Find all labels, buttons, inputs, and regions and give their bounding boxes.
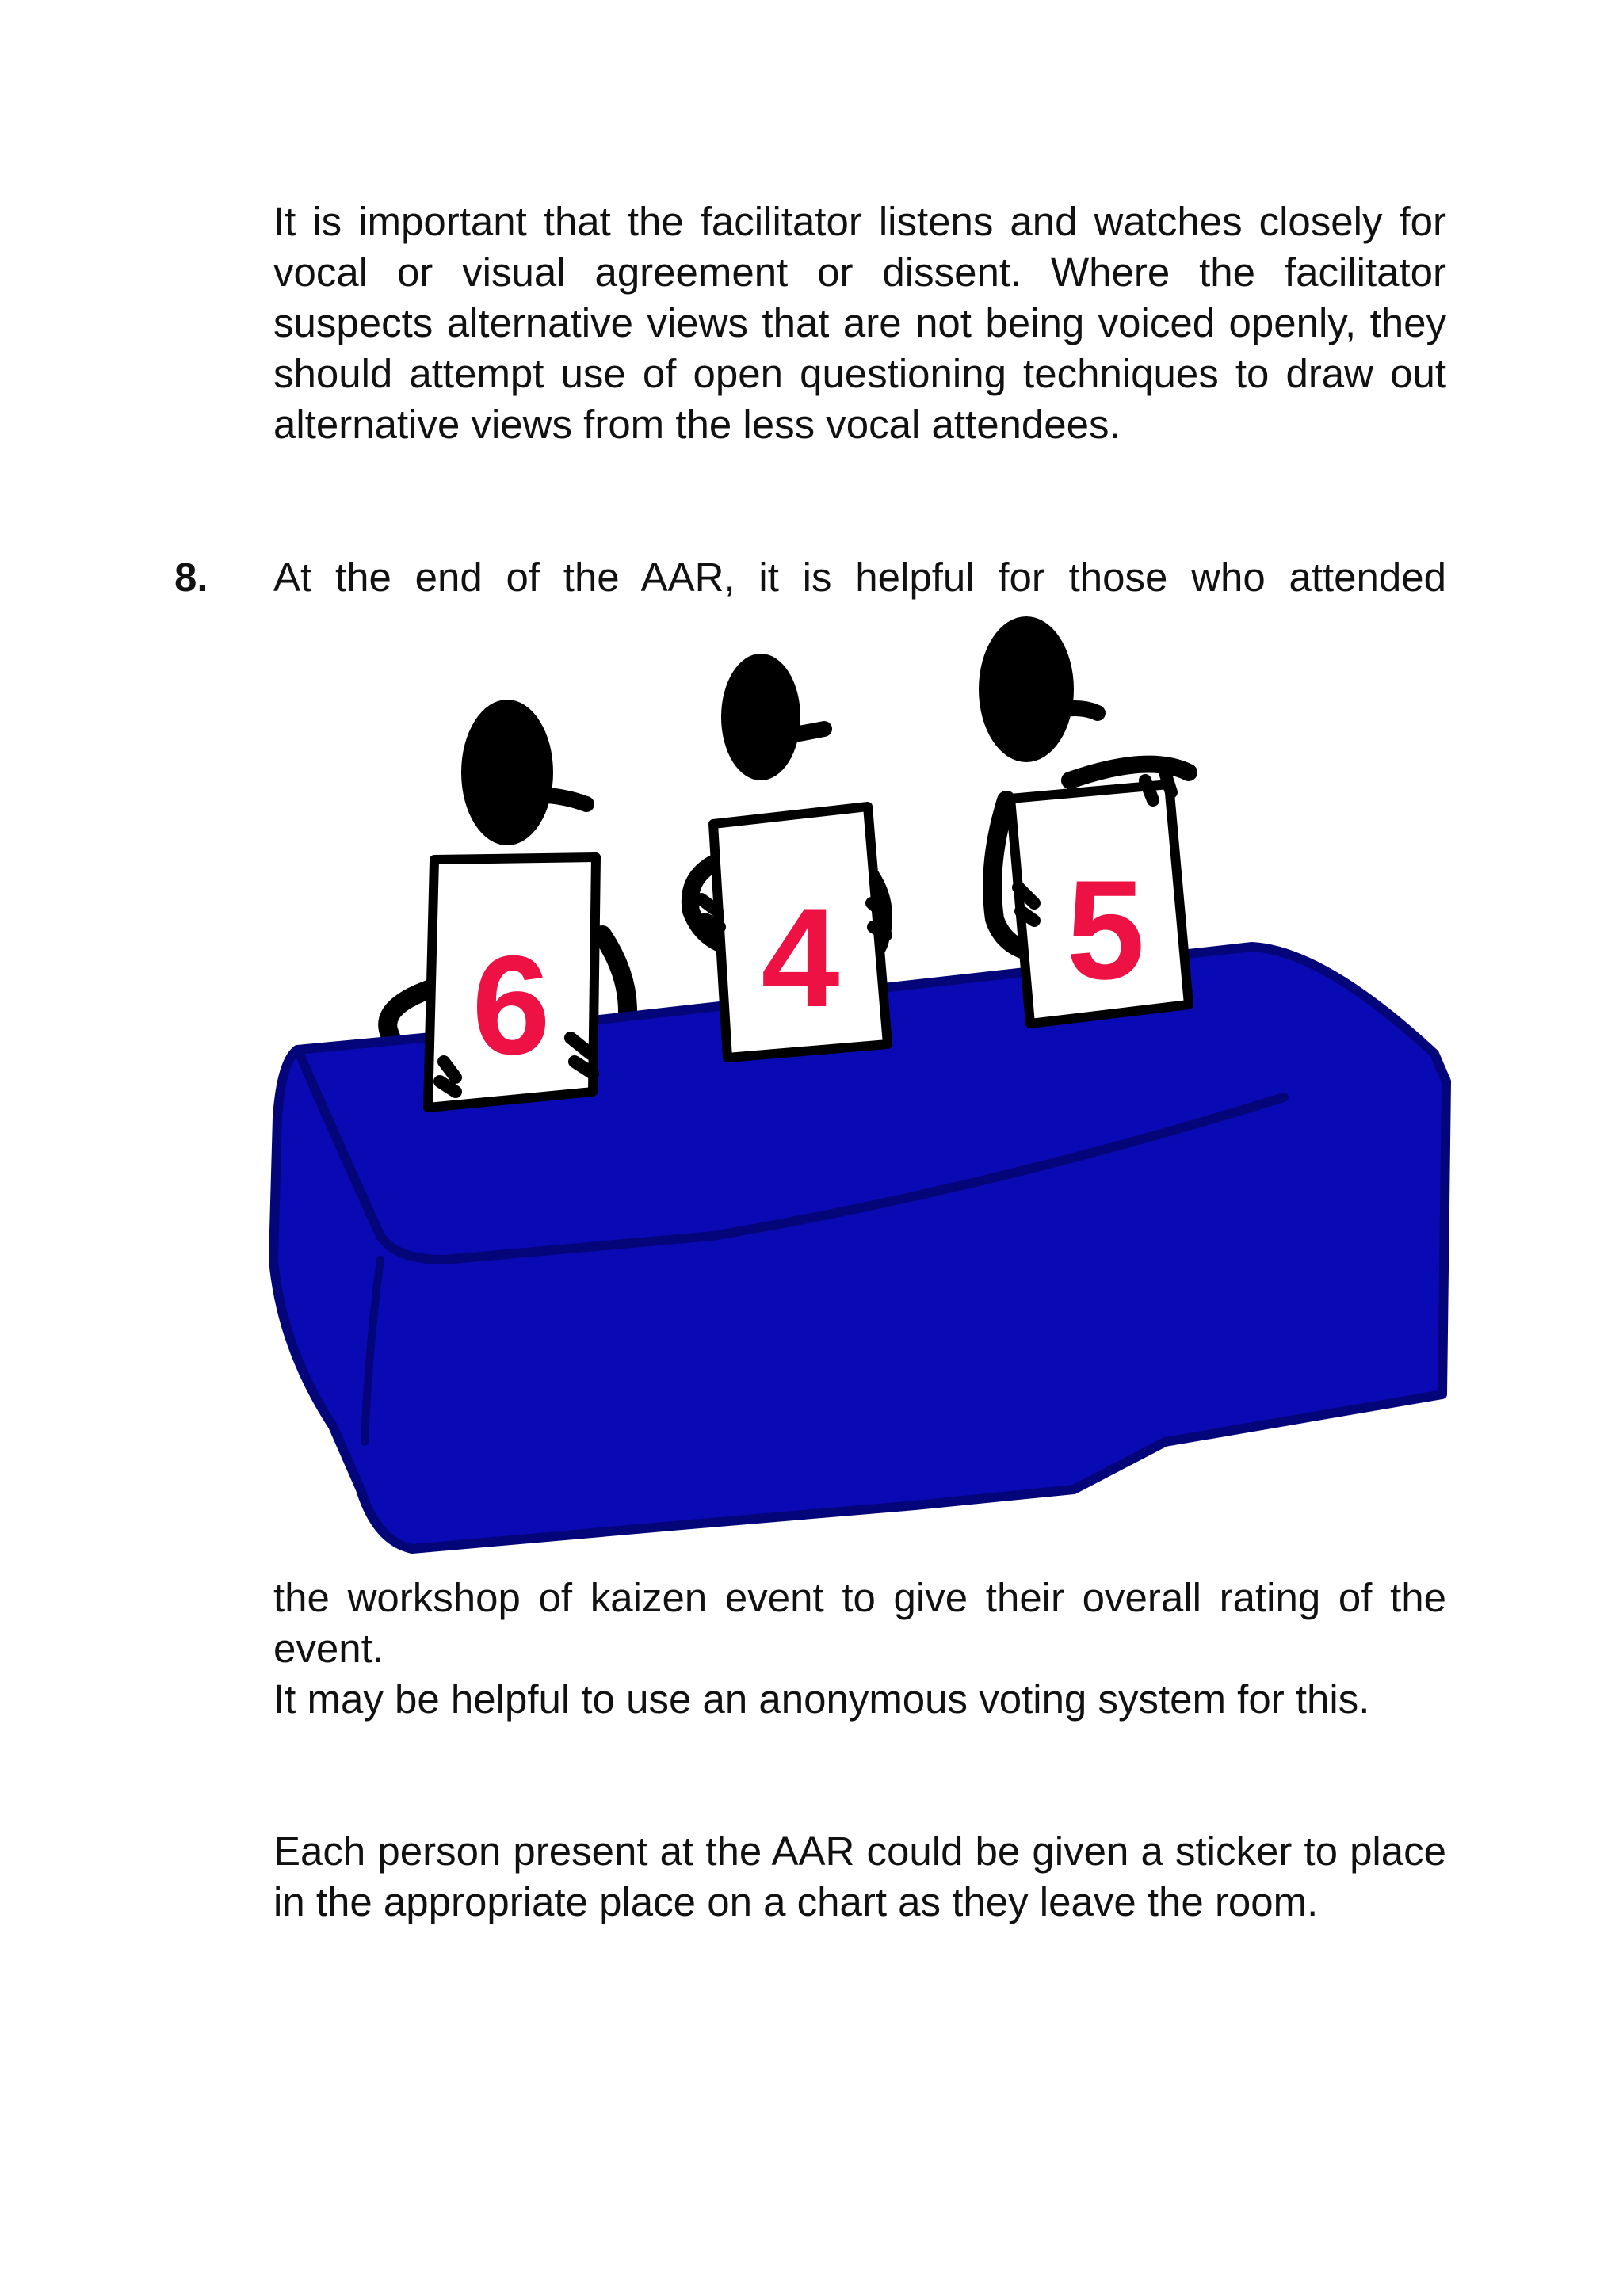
- score-card-number: 4: [761, 879, 840, 1036]
- score-card-number: 6: [472, 926, 551, 1084]
- judges-illustration: [269, 602, 1458, 1577]
- score-card-middle: [713, 807, 888, 1058]
- continuation-paragraph: the workshop of kaizen event to give their overall rating of the event.: [273, 1575, 1446, 1671]
- score-card-number: 5: [1066, 851, 1145, 1009]
- item-number: 8.: [174, 555, 208, 600]
- sticker-paragraph: Each person present at the AAR could be given a sticker to place in the appropriate place on a chart as they leave the room.: [273, 1829, 1446, 1924]
- item-lead-text: At the end of the AAR, it is helpful for those who attended: [273, 555, 1446, 600]
- intro-paragraph: It is important that the facilitator listens and watches closely for vocal or visual agreement or dissent. Where the facilitator suspects alternative views that are not being voiced openly, they should attempt use of open questioning techniques to draw out alternative views from the less vocal attendees.: [273, 199, 1446, 447]
- anonymous-voting-paragraph: It may be helpful to use an anonymous voting system for this.: [273, 1676, 1370, 1722]
